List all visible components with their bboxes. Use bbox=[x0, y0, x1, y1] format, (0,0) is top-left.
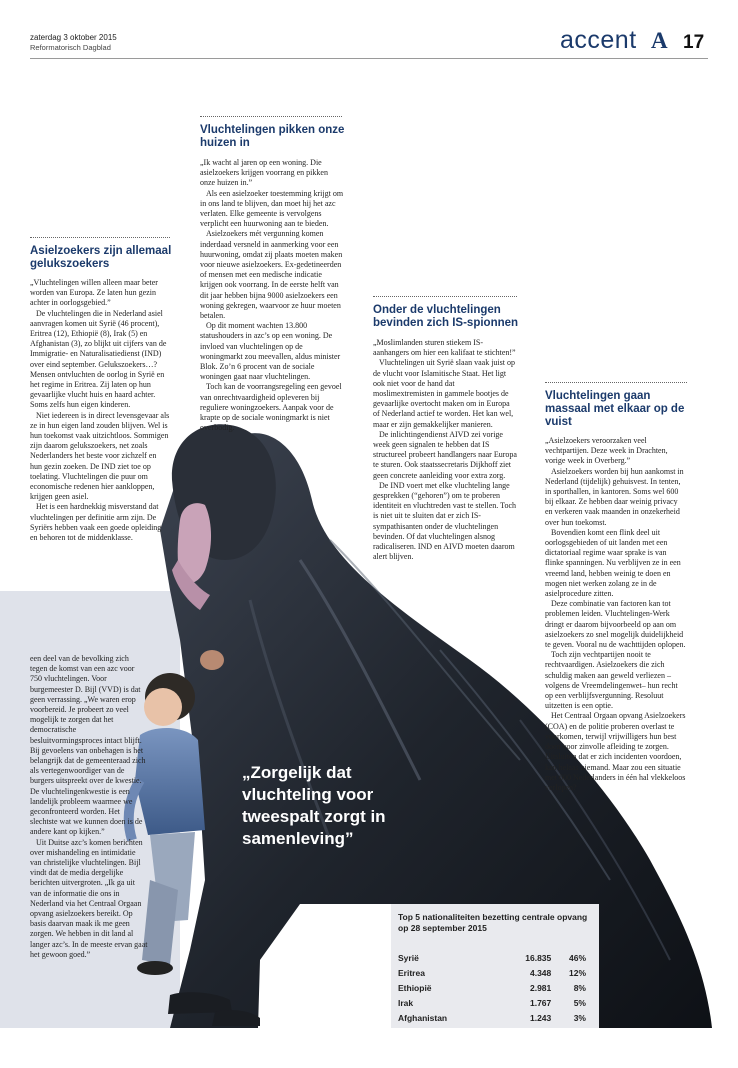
pull-quote: „Zorgelijk dat vluchteling voor tweespalt zorgt in samenleving” bbox=[242, 763, 386, 848]
paragraph: Het is een hardnekkig misverstand dat vluchtelingen per definitie arm zijn. De Syriërs hebben vaak een goede opleiding en behoren tot de middenklasse. bbox=[30, 502, 162, 543]
country-cell: Ethiopië bbox=[398, 982, 432, 993]
newspaper-name: Reformatorisch Dagblad bbox=[30, 43, 111, 52]
percent-cell: 46% bbox=[568, 952, 586, 963]
percent-cell: 5% bbox=[573, 997, 586, 1008]
paragraph: „Asielzoekers veroorzaken veel vechtpartijen. Deze week in Drachten, vorige week in Overberg.” bbox=[545, 436, 668, 466]
article-headline: Vluchtelingen gaan massaal met elkaar op de vuist bbox=[545, 390, 685, 428]
paragraph: Niet iedereen is in direct levensgevaar als ze in hun eigen land zouden blijven. Wel is hun toekomst vaak uitzichtloos. Sommigen zijn daarom gelukszoekers, net zoals Nederlanders het beste voor zichzelf en hun gezin zoeken. De IND ziet toe op toelating. Vluchtelingen die puur om economische redenen hier aankloppen, krijgen geen asiel. bbox=[30, 410, 170, 502]
article-body bbox=[30, 278, 170, 543]
paragraph: De IND voert met elke vluchteling lange gesprekken (“gehoren”) om te proberen identiteit en vluchtreden vast te stellen. Toch is niet uit te sluiten dat er zich IS-sympathisanten onder de vluchtelingen bevinden. Of dat vluchtelingen alsnog radicaliseren. IND en AIVD moeten daarom alert blijven. bbox=[373, 480, 517, 562]
section-logo: A bbox=[651, 28, 668, 53]
paragraph: Het Centraal Orgaan opvang Asielzoekers (COA) en de politie proberen overlast te voorkomen, terwijl vrijwilligers hun best doen voor zinvolle afleiding te zorgen. Uitsluiten dat er zich incidenten voordoen, kan helaas niemand. Maar zou een situatie met 600 Nederlanders in één hal vlekkeloos verlopen? bbox=[545, 711, 686, 792]
table-row bbox=[398, 1010, 586, 1025]
paragraph: Toch zijn vechtpartijen nooit te rechtvaardigen. Asielzoekers die zich schuldig maken aan geweld verliezen –volgens de Vreemdelingenwet– hun recht op een verblijfsvergunning. Resoluut uitzetten is een optie. bbox=[545, 650, 678, 711]
article-body bbox=[200, 158, 344, 433]
paragraph: Asielzoekers worden bij hun aankomst in Nederland (tijdelijk) gehuisvest. In tenten, in sporthallen, in kantoren. Soms wel 600 bij elkaar. Ze hebben daar weinig privacy en verkeren vaak maanden in onzekerheid over hun toekomst. bbox=[545, 466, 684, 527]
paragraph: „Vluchtelingen willen alleen maar beter worden van Europa. Ze laten hun gezin achter in oorlogsgebied.” bbox=[30, 278, 158, 308]
paragraph: een deel van de bevolking zich tegen de komst van een azc voor 750 vluchtelingen. Voor burgemeester D. Bijl (VVD) is dat geen verrassing. „We waren erop voorbereid. Je probeert zo veel mogelijk te zorgen dat het democratische besluitvormingsproces intact blijft. Bij gevoelens van onbehagen is het belangrijk dat de gemeenteraad zich als vertegenwoordiger van de burgers uitspreekt over de kwestie. De vluchtelingenkwestie is een landelijk probleem waarmee we geconfronteerd worden. Het slechtste wat we kunnen doen is de andere kant op kijken.” bbox=[30, 654, 146, 837]
count-cell: 4.348 bbox=[529, 967, 552, 978]
country-cell: Syrië bbox=[398, 952, 419, 963]
paragraph: „Ik wacht al jaren op een woning. Die asielzoekers krijgen voorrang en pikken onze huizen in.” bbox=[200, 158, 328, 188]
article-headline: Vluchtelingen pikken onze huizen in bbox=[200, 124, 345, 149]
paragraph: De inlichtingendienst AIVD zei vorige week geen signalen te hebben dat IS structureel probeert handlangers naar Europa te sturen. Ook staatssecretaris Dijkhoff ziet geen concrete aanleiding voor extra zorg. bbox=[373, 429, 517, 480]
count-cell: 1.767 bbox=[529, 997, 552, 1008]
page-number: 17 bbox=[683, 32, 705, 53]
paragraph: Op dit moment wachten 13.800 statushouders in azc’s op een woning. De invloed van vluchtelingen op de woningmarkt zou meevallen, aldus minister Blok. Zo’n 6 procent van de sociale woningen gaat naar vluchtelingen. bbox=[200, 321, 341, 382]
article-body-continued bbox=[30, 654, 148, 960]
percent-cell: 12% bbox=[568, 967, 586, 978]
section-title: accent bbox=[560, 26, 637, 54]
paragraph: Deze combinatie van factoren kan tot problemen leiden. Vluchtelingen-Werk dringt er daarom bijvoorbeeld op aan om asielzoekers zo snel mogelijk duidelijkheid te geven. Vooral nu de wachttijden oplopen. bbox=[545, 599, 686, 650]
paragraph: Toch kan de voorrangsregeling een gevoel van onrechtvaardigheid opleveren bij reguliere woningzoekers. Aanpak voor de krapte op de sociale woningmarkt is niet overbodig. bbox=[200, 382, 342, 433]
statistics-table bbox=[398, 950, 586, 1025]
percent-cell: 3% bbox=[573, 1012, 586, 1023]
article-divider bbox=[373, 296, 517, 297]
table-row bbox=[398, 965, 586, 980]
article-headline: Onder de vluchtelingen bevinden zich IS-spionnen bbox=[373, 304, 519, 329]
statistics-title: Top 5 nationaliteiten bezetting centrale opvang op 28 september 2015 bbox=[398, 912, 588, 933]
statistics-box bbox=[391, 904, 599, 1028]
paragraph: Bovendien komt een flink deel uit oorlogsgebieden of uit landen met een dictatoriaal regime waar sprake is van flinke spanningen. Nu verblijven ze in een vreemd land, hebben weinig te doen en mogen niet werken zolang ze in de asielprocedure zitten. bbox=[545, 527, 681, 599]
paragraph: Asielzoekers mét vergunning komen inderdaad versneld in aanmerking voor een huurwoning, omdat zij plaats moeten maken voor nieuwe asielzoekers. Ex-gedetineerden of mensen met een medische indicatie krijgen ook voorrang. In de eerste helft van dit jaar hebben bijna 9000 asielzoekers een woning gekregen, waarvoor ze huur moeten betalen. bbox=[200, 229, 343, 321]
publication-date: zaterdag 3 oktober 2015 bbox=[30, 33, 117, 42]
article-headline: Asielzoekers zijn allemaal gelukszoekers bbox=[30, 245, 172, 270]
paragraph: Als een asielzoeker toestemming krijgt om in ons land te blijven, dan moet hij het azc verlaten. Elke gemeente is vervolgens verplicht een huurwoning aan te bieden. bbox=[200, 188, 344, 229]
country-cell: Irak bbox=[398, 997, 414, 1008]
count-cell: 1.243 bbox=[529, 1012, 552, 1023]
table-row bbox=[398, 980, 586, 995]
table-row bbox=[398, 950, 586, 965]
country-cell: Afghanistan bbox=[398, 1012, 448, 1023]
count-cell: 16.835 bbox=[525, 952, 552, 963]
paragraph: Uit Duitse azc’s komen berichten over mishandeling en intimidatie van christelijke vluchtelingen. Bijl vindt dat de media dergelijke berichten uitvergroten. „Ik ga uit van de informatie die ons in Nederland via het Centraal Orgaan opvang asielzoekers bereikt. Op basis daarvan maak ik me geen zorgen. We hebben in dit land al langer azc’s. In de meeste ervan gaat het gewoon goed.” bbox=[30, 837, 148, 959]
table-row bbox=[398, 995, 586, 1010]
paragraph: De vluchtelingen die in Nederland asiel aanvragen komen uit Syrië (46 procent), Eritrea (12), Ethiopië (8), Irak (5) en Afghanistan (3), zo blijkt uit cijfers van de Immigratie- en Naturalisatiedienst (IND) over eind september. Gelukszoekers…? Mensen ontvluchten de oorlog in Syrië en het regime in Eritrea. Zij laten op hun gevaarlijke vlucht huis en haard achter. Soms zelfs hun eigen kinderen. bbox=[30, 308, 167, 410]
article-body bbox=[545, 436, 687, 793]
article-divider bbox=[30, 237, 170, 238]
article-body bbox=[373, 338, 517, 562]
paragraph: Vluchtelingen uit Syrië slaan vaak juist op de vlucht voor Islamitische Staat. Het ligt ook niet voor de hand dat moslimextremisten in gammele bootjes de gevaarlijke overtocht maken om in Europa of Nederland actief te worden. Het kan wel, maar er zijn gemakkelijker manieren. bbox=[373, 358, 515, 429]
country-cell: Eritrea bbox=[398, 967, 425, 978]
count-cell: 2.981 bbox=[529, 982, 552, 993]
article-divider bbox=[545, 382, 687, 383]
article-divider bbox=[200, 116, 342, 117]
paragraph: „Moslimlanden sturen stiekem IS-aanhangers om hier een kalifaat te stichten!” bbox=[373, 338, 516, 358]
percent-cell: 8% bbox=[573, 982, 586, 993]
